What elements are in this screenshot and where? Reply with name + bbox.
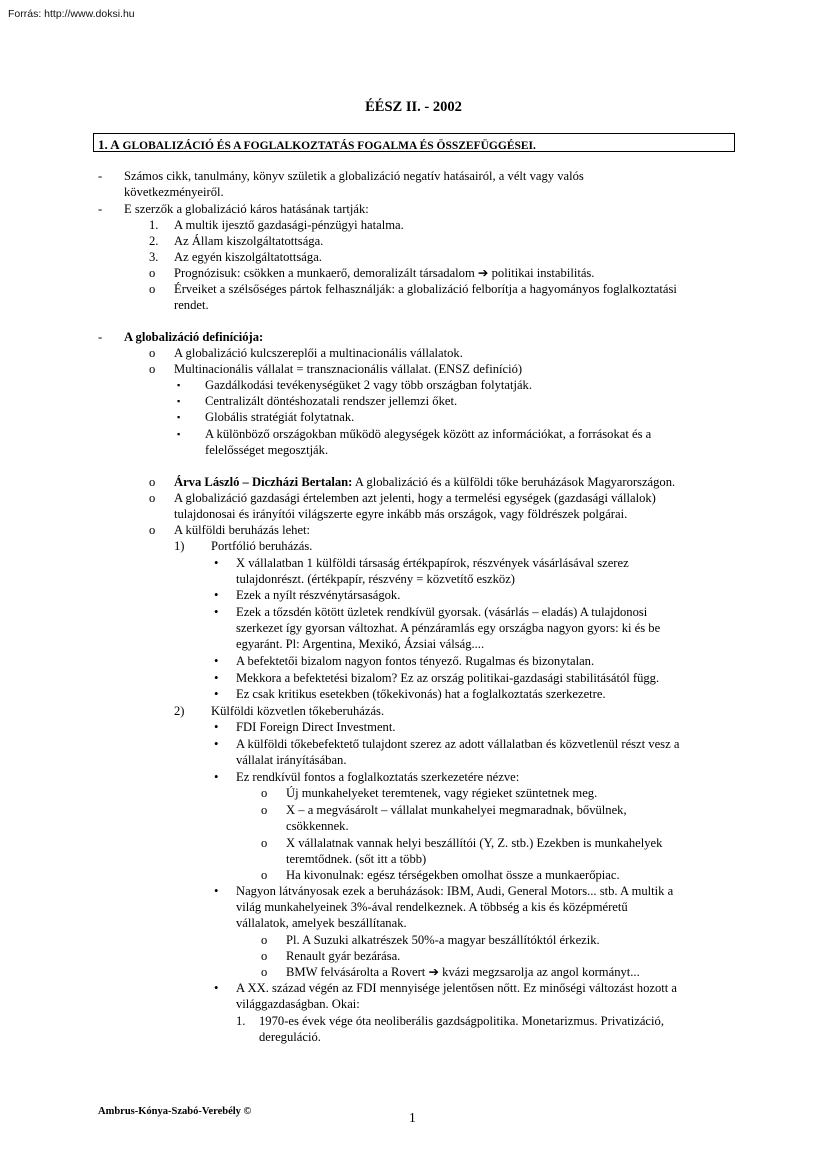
text-line: Nagyon látványosak ezek a beruházások: IBM, Audi, General Motors... stb. A multik a <box>236 884 674 898</box>
text-line: A befektetői bizalom nagyon fontos tényező. Rugalmas és bizonytalan. <box>236 654 595 668</box>
text-line: BMW felvásárolta a Rovert ➔ kvázi megzsarolja az angol kormányt... <box>286 965 640 979</box>
text-line: Centralizált döntéshozatali rendszer jellemzi őket. <box>205 394 458 408</box>
dot-bullet: • <box>214 605 219 619</box>
dot-bullet: • <box>214 556 219 570</box>
list-number: 1) <box>174 539 185 553</box>
dash-marker: - <box>98 169 103 183</box>
dot-bullet: • <box>214 588 219 602</box>
dash-marker: - <box>98 202 103 216</box>
text-line: dereguláció. <box>259 1030 321 1044</box>
text-line: Ez csak kritikus esetekben (tőkekivonás) hat a foglalkoztatás szerkezetre. <box>236 687 606 701</box>
dot-bullet: • <box>214 884 219 898</box>
dot-bullet: • <box>214 654 219 668</box>
text-line: FDI Foreign Direct Investment. <box>236 720 396 734</box>
text-line: Portfólió beruházás. <box>211 539 313 553</box>
dot-bullet: • <box>214 720 219 734</box>
circle-bullet: o <box>149 523 156 537</box>
circle-bullet: o <box>261 965 268 979</box>
circle-bullet: o <box>149 491 156 505</box>
text-line: A külföldi beruházás lehet: <box>174 523 311 537</box>
text-line: teremtődnek. (sőt itt a több) <box>286 852 427 866</box>
source-note: Forrás: http://www.doksi.hu <box>8 8 135 20</box>
text-line: Multinacionális vállalat = transznacionális vállalat. (ENSZ definíció) <box>174 362 523 376</box>
text-line: Mekkora a befektetési bizalom? Ez az ország politikai-gazdasági stabilitásától függ. <box>236 671 660 685</box>
section-heading <box>98 138 536 153</box>
square-bullet: ▪ <box>177 429 181 439</box>
text-line: tulajdonosai és irányítói világszerte egyre inkább más országok, vagy földrészek polgárai. <box>174 507 628 521</box>
circle-bullet: o <box>261 949 268 963</box>
text-line: Számos cikk, tanulmány, könyv születik a globalizáció negatív hatásairól, a vélt vagy valós <box>124 169 584 183</box>
text-line: Az Állam kiszolgáltatottsága. <box>174 234 324 248</box>
text-line: világ munkahelyeinek 3%-ával rendelkeznek. A többség a kis és középméretű <box>236 900 628 914</box>
text-line: világgazdaságban. Okai: <box>236 997 360 1011</box>
square-bullet: ▪ <box>177 380 181 390</box>
text-line: Érveiket a szélsőséges pártok felhasználják: a globalizáció felborítja a hagyományos foglalkoztatási <box>174 282 677 296</box>
list-number: 3. <box>149 250 159 264</box>
text-line: Az egyén kiszolgáltatottsága. <box>174 250 322 264</box>
square-bullet: ▪ <box>177 412 181 422</box>
section-heading-text: GLOBALIZÁCIÓ ÉS A FOGLALKOZTATÁS FOGALMA ÉS ÖSSZEFÜGGÉSEI. <box>119 140 536 152</box>
text-line: E szerzők a globalizáció káros hatásának tartják: <box>124 202 369 216</box>
circle-bullet: o <box>149 346 156 360</box>
text-line: A különböző országokban működö alegységek között az információkat, a forrásokat és a <box>205 427 652 441</box>
list-number: 1. <box>149 218 159 232</box>
circle-bullet: o <box>261 836 268 850</box>
text-line: A globalizáció gazdasági értelemben azt jelenti, hogy a termelési egységek (gazdasági vállalok) <box>174 491 656 505</box>
text-line: 1970-es évek vége óta neoliberális gazdságpolitika. Monetarizmus. Privatizáció, <box>259 1014 664 1028</box>
text-line: A multik ijesztő gazdasági-pénzügyi hatalma. <box>174 218 404 232</box>
list-number: 1. <box>236 1014 246 1028</box>
text-line: X vállalatban 1 külföldi társaság értékpapírok, részvények vásárlásával szerez <box>236 556 629 570</box>
text-line: tulajdonrészt. (értékpapír, részvény = közvetítő eszköz) <box>236 572 515 586</box>
text-line: Ezek a nyílt részvénytársaságok. <box>236 588 401 602</box>
text-line: vállalatok, amelyek beszállítanak. <box>236 916 407 930</box>
text-line: Pl. A Suzuki alkatrészek 50%-a magyar beszállítóktól érkezik. <box>286 933 600 947</box>
text-line: következményeiről. <box>124 185 224 199</box>
dot-bullet: • <box>214 770 219 784</box>
circle-bullet: o <box>149 282 156 296</box>
text-line: Globális stratégiát folytatnak. <box>205 410 355 424</box>
list-number: 2) <box>174 704 185 718</box>
text-line: Renault gyár bezárása. <box>286 949 401 963</box>
text-line: A külföldi tőkebefektető tulajdont szerez az adott vállalatban és közvetlenül részt vesz a <box>236 737 680 751</box>
text-line: Prognózisuk: csökken a munkaerő, demoralizált társadalom ➔ politikai instabilitás. <box>174 266 595 280</box>
text-line: Ezek a tőzsdén kötött üzletek rendkívül gyorsak. (vásárlás – eladás) A tulajdonosi <box>236 605 648 619</box>
circle-bullet: o <box>261 803 268 817</box>
text-line: A globalizáció kulcszereplői a multinacionális vállalatok. <box>174 346 463 360</box>
circle-bullet: o <box>149 475 156 489</box>
text-line: vállalat irányításában. <box>236 753 347 767</box>
page-title: ÉÉSZ II. - 2002 <box>365 99 462 115</box>
list-number: 2. <box>149 234 159 248</box>
circle-bullet: o <box>261 868 268 882</box>
footer-authors: Ambrus-Kónya-Szabó-Verebély © <box>98 1106 252 1117</box>
text-line: rendet. <box>174 298 209 312</box>
circle-bullet: o <box>261 933 268 947</box>
text-line: csökkennek. <box>286 819 349 833</box>
text-line: Gazdálkodási tevékenységüket 2 vagy több országban folytatják. <box>205 378 532 392</box>
square-bullet: ▪ <box>177 396 181 406</box>
text-line <box>174 474 675 490</box>
text-line: Új munkahelyeket teremtenek, vagy régieket szüntetnek meg. <box>286 786 598 800</box>
circle-bullet: o <box>149 362 156 376</box>
circle-bullet: o <box>261 786 268 800</box>
page-number: 1 <box>409 1110 416 1125</box>
text-line: Külföldi közvetlen tőkeberuházás. <box>211 704 385 718</box>
dot-bullet: • <box>214 737 219 751</box>
author-names: Árva László – Diczházi Bertalan: <box>174 475 353 489</box>
text-line: szerkezet így gyorsan változhat. A pénzáramlás egy országba nagyon gyors: ki és be <box>236 621 661 635</box>
text-line: Ha kivonulnak: egész térségekben omolhat össze a munkaerőpiac. <box>286 868 620 882</box>
text-line: Ez rendkívül fontos a foglalkoztatás szerkezetére nézve: <box>236 770 520 784</box>
text-line: felelősséget megosztják. <box>205 443 329 457</box>
circle-bullet: o <box>149 266 156 280</box>
section-heading-number: 1. A <box>98 137 120 152</box>
subheading: A globalizáció definíciója: <box>124 330 264 344</box>
text-line: A XX. század végén az FDI mennyisége jelentősen nőtt. Ez minőségi változást hozott a <box>236 981 678 995</box>
dash-marker: - <box>98 330 103 344</box>
citation-text: A globalizáció és a külföldi tőke beruházások Magyarországon. <box>352 475 676 489</box>
dot-bullet: • <box>214 687 219 701</box>
text-line: X vállalatnak vannak helyi beszállítói (Y, Z. stb.) Ezekben is munkahelyek <box>286 836 663 850</box>
text-line: X – a megvásárolt – vállalat munkahelyei megmaradnak, bővülnek, <box>286 803 627 817</box>
dot-bullet: • <box>214 671 219 685</box>
dot-bullet: • <box>214 981 219 995</box>
text-line: egyaránt. Pl: Argentina, Mexikó, Ázsiai válság.... <box>236 637 485 651</box>
